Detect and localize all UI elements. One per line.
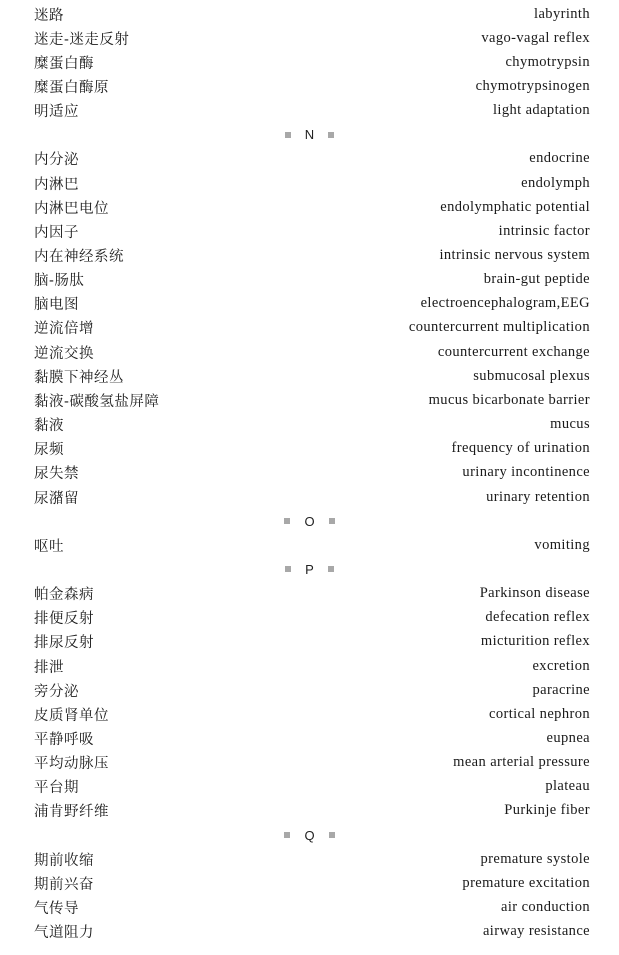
chinese-term: 平静呼吸 (34, 732, 94, 748)
square-bullet-icon (329, 518, 335, 524)
glossary-row (34, 388, 590, 412)
section-letter: Q (304, 827, 315, 843)
chinese-term: 糜蛋白酶 (34, 55, 94, 72)
chinese-term: 迷路 (34, 7, 64, 24)
chinese-term: 黏液 (34, 418, 64, 435)
english-term: excretion (532, 657, 590, 674)
glossary-row (34, 920, 590, 944)
glossary-row (34, 50, 590, 74)
glossary-row (34, 219, 590, 243)
section-letter: O (304, 513, 315, 529)
english-term: defecation reflex (485, 609, 590, 626)
chinese-term: 帕金森病 (34, 587, 94, 604)
english-term: Parkinson disease (479, 585, 590, 602)
chinese-term: 尿失禁 (34, 466, 79, 483)
english-term: cortical nephron (488, 705, 590, 722)
chinese-term: 尿潴留 (34, 490, 79, 507)
english-term: endocrine (529, 150, 590, 167)
glossary-row (34, 195, 590, 219)
english-term: brain-gut peptide (483, 271, 590, 288)
chinese-term: 逆流交换 (34, 345, 94, 362)
glossary-row (34, 2, 590, 26)
english-term: labyrinth (534, 5, 590, 22)
glossary-row (34, 654, 590, 678)
section-header (0, 123, 619, 147)
glossary-row (34, 799, 590, 823)
glossary-row (34, 99, 590, 123)
glossary-row (34, 751, 590, 775)
english-term: submucosal plexus (473, 367, 590, 384)
glossary-row (34, 316, 590, 340)
english-term: eupnea (546, 730, 590, 746)
square-bullet-icon (284, 518, 290, 524)
chinese-term: 气传导 (34, 901, 79, 918)
chinese-term: 排便反射 (34, 611, 94, 628)
chinese-term: 皮质肾单位 (34, 707, 109, 724)
chinese-term: 内因子 (34, 224, 79, 241)
square-bullet-icon (328, 566, 334, 572)
english-term: endolymphatic potential (440, 198, 590, 215)
english-term: frequency of urination (451, 440, 590, 457)
chinese-term: 气道阻力 (34, 925, 94, 942)
glossary-row (34, 413, 590, 437)
english-term: light adaptation (492, 102, 590, 119)
square-bullet-icon (285, 566, 291, 572)
english-term: airway resistance (482, 923, 590, 940)
chinese-term: 黏液-碳酸氢盐屏障 (34, 393, 160, 410)
glossary-row (34, 147, 590, 171)
section-header (0, 823, 619, 847)
english-term: chymotrypsinogen (475, 77, 590, 94)
chinese-term: 明适应 (34, 104, 79, 121)
glossary-row (34, 268, 590, 292)
glossary-row (34, 630, 590, 654)
glossary-row (34, 485, 590, 509)
english-term: countercurrent exchange (437, 343, 590, 360)
section-header (0, 557, 619, 581)
chinese-term: 排泄 (34, 659, 64, 676)
glossary-row (34, 364, 590, 388)
chinese-term: 排尿反射 (34, 635, 94, 652)
glossary-row (34, 678, 590, 702)
chinese-term: 糜蛋白酶原 (34, 79, 109, 96)
section-header (0, 509, 619, 533)
glossary-row (34, 896, 590, 920)
english-term: paracrine (532, 681, 590, 698)
chinese-term: 内淋巴电位 (34, 200, 109, 217)
english-term: electroencephalogram,EEG (420, 295, 590, 312)
english-term: micturition reflex (480, 633, 590, 650)
glossary-row (34, 74, 590, 98)
chinese-term: 平均动脉压 (34, 756, 109, 773)
glossary-row (34, 702, 590, 726)
english-term: vago-vagal reflex (481, 29, 590, 46)
chinese-term: 黏膜下神经丛 (34, 369, 124, 386)
english-term: intrinsic factor (498, 222, 590, 239)
english-term: chymotrypsin (505, 53, 590, 70)
glossary-row (34, 871, 590, 895)
glossary-row (34, 847, 590, 871)
chinese-term: 迷走-迷走反射 (34, 31, 130, 48)
glossary-row (34, 292, 590, 316)
square-bullet-icon (328, 132, 334, 138)
chinese-term: 逆流倍增 (34, 321, 94, 338)
glossary-row (34, 533, 590, 557)
chinese-term: 内分泌 (34, 152, 79, 169)
section-letter: P (305, 561, 314, 577)
chinese-term: 脑-肠肽 (34, 273, 85, 290)
english-term: air conduction (501, 899, 590, 916)
chinese-term: 脑电图 (34, 297, 79, 314)
glossary-row (34, 244, 590, 268)
chinese-term: 尿频 (34, 442, 64, 459)
english-term: mucus (550, 416, 590, 433)
glossary-row (34, 26, 590, 50)
section-letter: N (304, 127, 315, 143)
english-term: mucus bicarbonate barrier (428, 391, 590, 408)
english-term: vomiting (534, 536, 590, 553)
english-term: premature excitation (462, 874, 590, 891)
chinese-term: 呕吐 (34, 538, 64, 555)
english-term: countercurrent multiplication (408, 319, 590, 336)
square-bullet-icon (329, 832, 335, 838)
chinese-term: 期前收缩 (34, 852, 94, 869)
english-term: plateau (545, 778, 590, 795)
chinese-term: 平台期 (34, 780, 79, 797)
glossary-row (34, 461, 590, 485)
glossary-row (34, 606, 590, 630)
glossary-row (34, 437, 590, 461)
chinese-term: 旁分泌 (34, 683, 79, 700)
glossary-row (34, 340, 590, 364)
english-term: urinary incontinence (462, 464, 590, 481)
chinese-term: 浦肯野纤维 (34, 804, 109, 821)
english-term: Purkinje fiber (504, 802, 590, 819)
chinese-term: 内淋巴 (34, 176, 79, 193)
chinese-term: 内在神经系统 (34, 249, 124, 265)
english-term: premature systole (480, 850, 590, 867)
english-term: endolymph (521, 174, 590, 191)
square-bullet-icon (285, 132, 291, 138)
english-term: intrinsic nervous system (439, 247, 590, 263)
glossary-row (34, 727, 590, 751)
glossary-row (34, 582, 590, 606)
english-term: urinary retention (486, 488, 590, 505)
chinese-term: 期前兴奋 (34, 876, 94, 893)
english-term: mean arterial pressure (453, 754, 590, 771)
glossary-row (34, 775, 590, 799)
square-bullet-icon (284, 832, 290, 838)
glossary-row (34, 171, 590, 195)
